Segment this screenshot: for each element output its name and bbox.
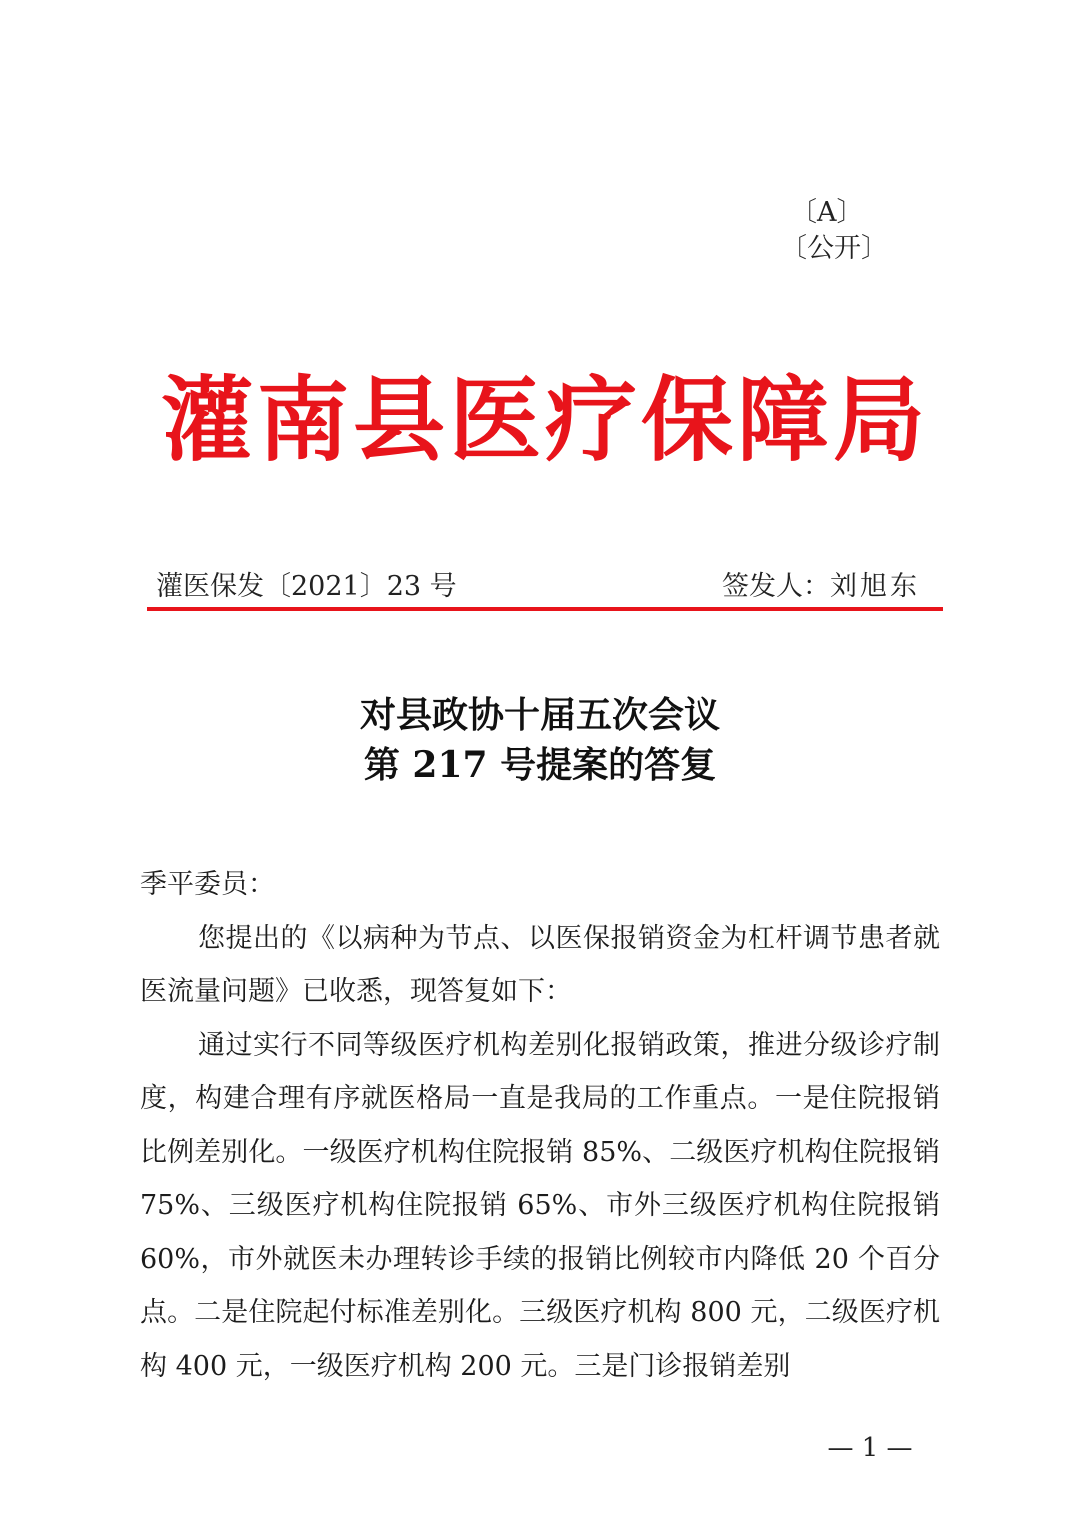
title-line-1: 对县政协十届五次会议 bbox=[359, 694, 720, 736]
addressee: 季平委员： bbox=[140, 869, 275, 900]
classification-marks bbox=[780, 195, 900, 267]
mark-public: 〔公开〕 bbox=[780, 233, 888, 264]
document-number: 灌医保发〔2021〕23 号 bbox=[156, 571, 457, 602]
body-paragraph: 通过实行不同等级医疗机构差别化报销政策，推进分级诊疗制度，构建合理有序就医格局一直是我局的工作重点。一是住院报销比例差别化。一级医疗机构住院报销 85%、二级医疗机构住院报销 75%、三级医疗机构住院报销 65%、市外三级医疗机构住院报销 60%，市外就医未办理转诊手续的报销比例较市内降低 20 个百分点。二是住院起付标准差别化。三级医疗机构 800 元，二级医疗机构 400 元，一级医疗机构 200 元。三是门诊报销差别 bbox=[140, 1029, 940, 1382]
signer-name: 刘旭东 bbox=[830, 571, 920, 602]
document-number-line bbox=[148, 567, 942, 607]
signer bbox=[722, 567, 920, 607]
body-paragraph: 您提出的《以病种为节点、以医保报销资金为杠杆调节患者就医流量问题》已收悉，现答复如下： bbox=[140, 922, 940, 1007]
mark-a: 〔A〕 bbox=[790, 197, 864, 228]
title-line-2: 第 217 号提案的答复 bbox=[363, 744, 717, 786]
red-divider-rule bbox=[147, 607, 943, 611]
signer-label: 签发人： bbox=[722, 571, 830, 602]
page-number: — 1 — bbox=[827, 1433, 913, 1463]
document-title bbox=[140, 690, 940, 790]
masthead: 灌南县医疗保障局 bbox=[160, 366, 929, 474]
document-body bbox=[140, 858, 940, 1393]
